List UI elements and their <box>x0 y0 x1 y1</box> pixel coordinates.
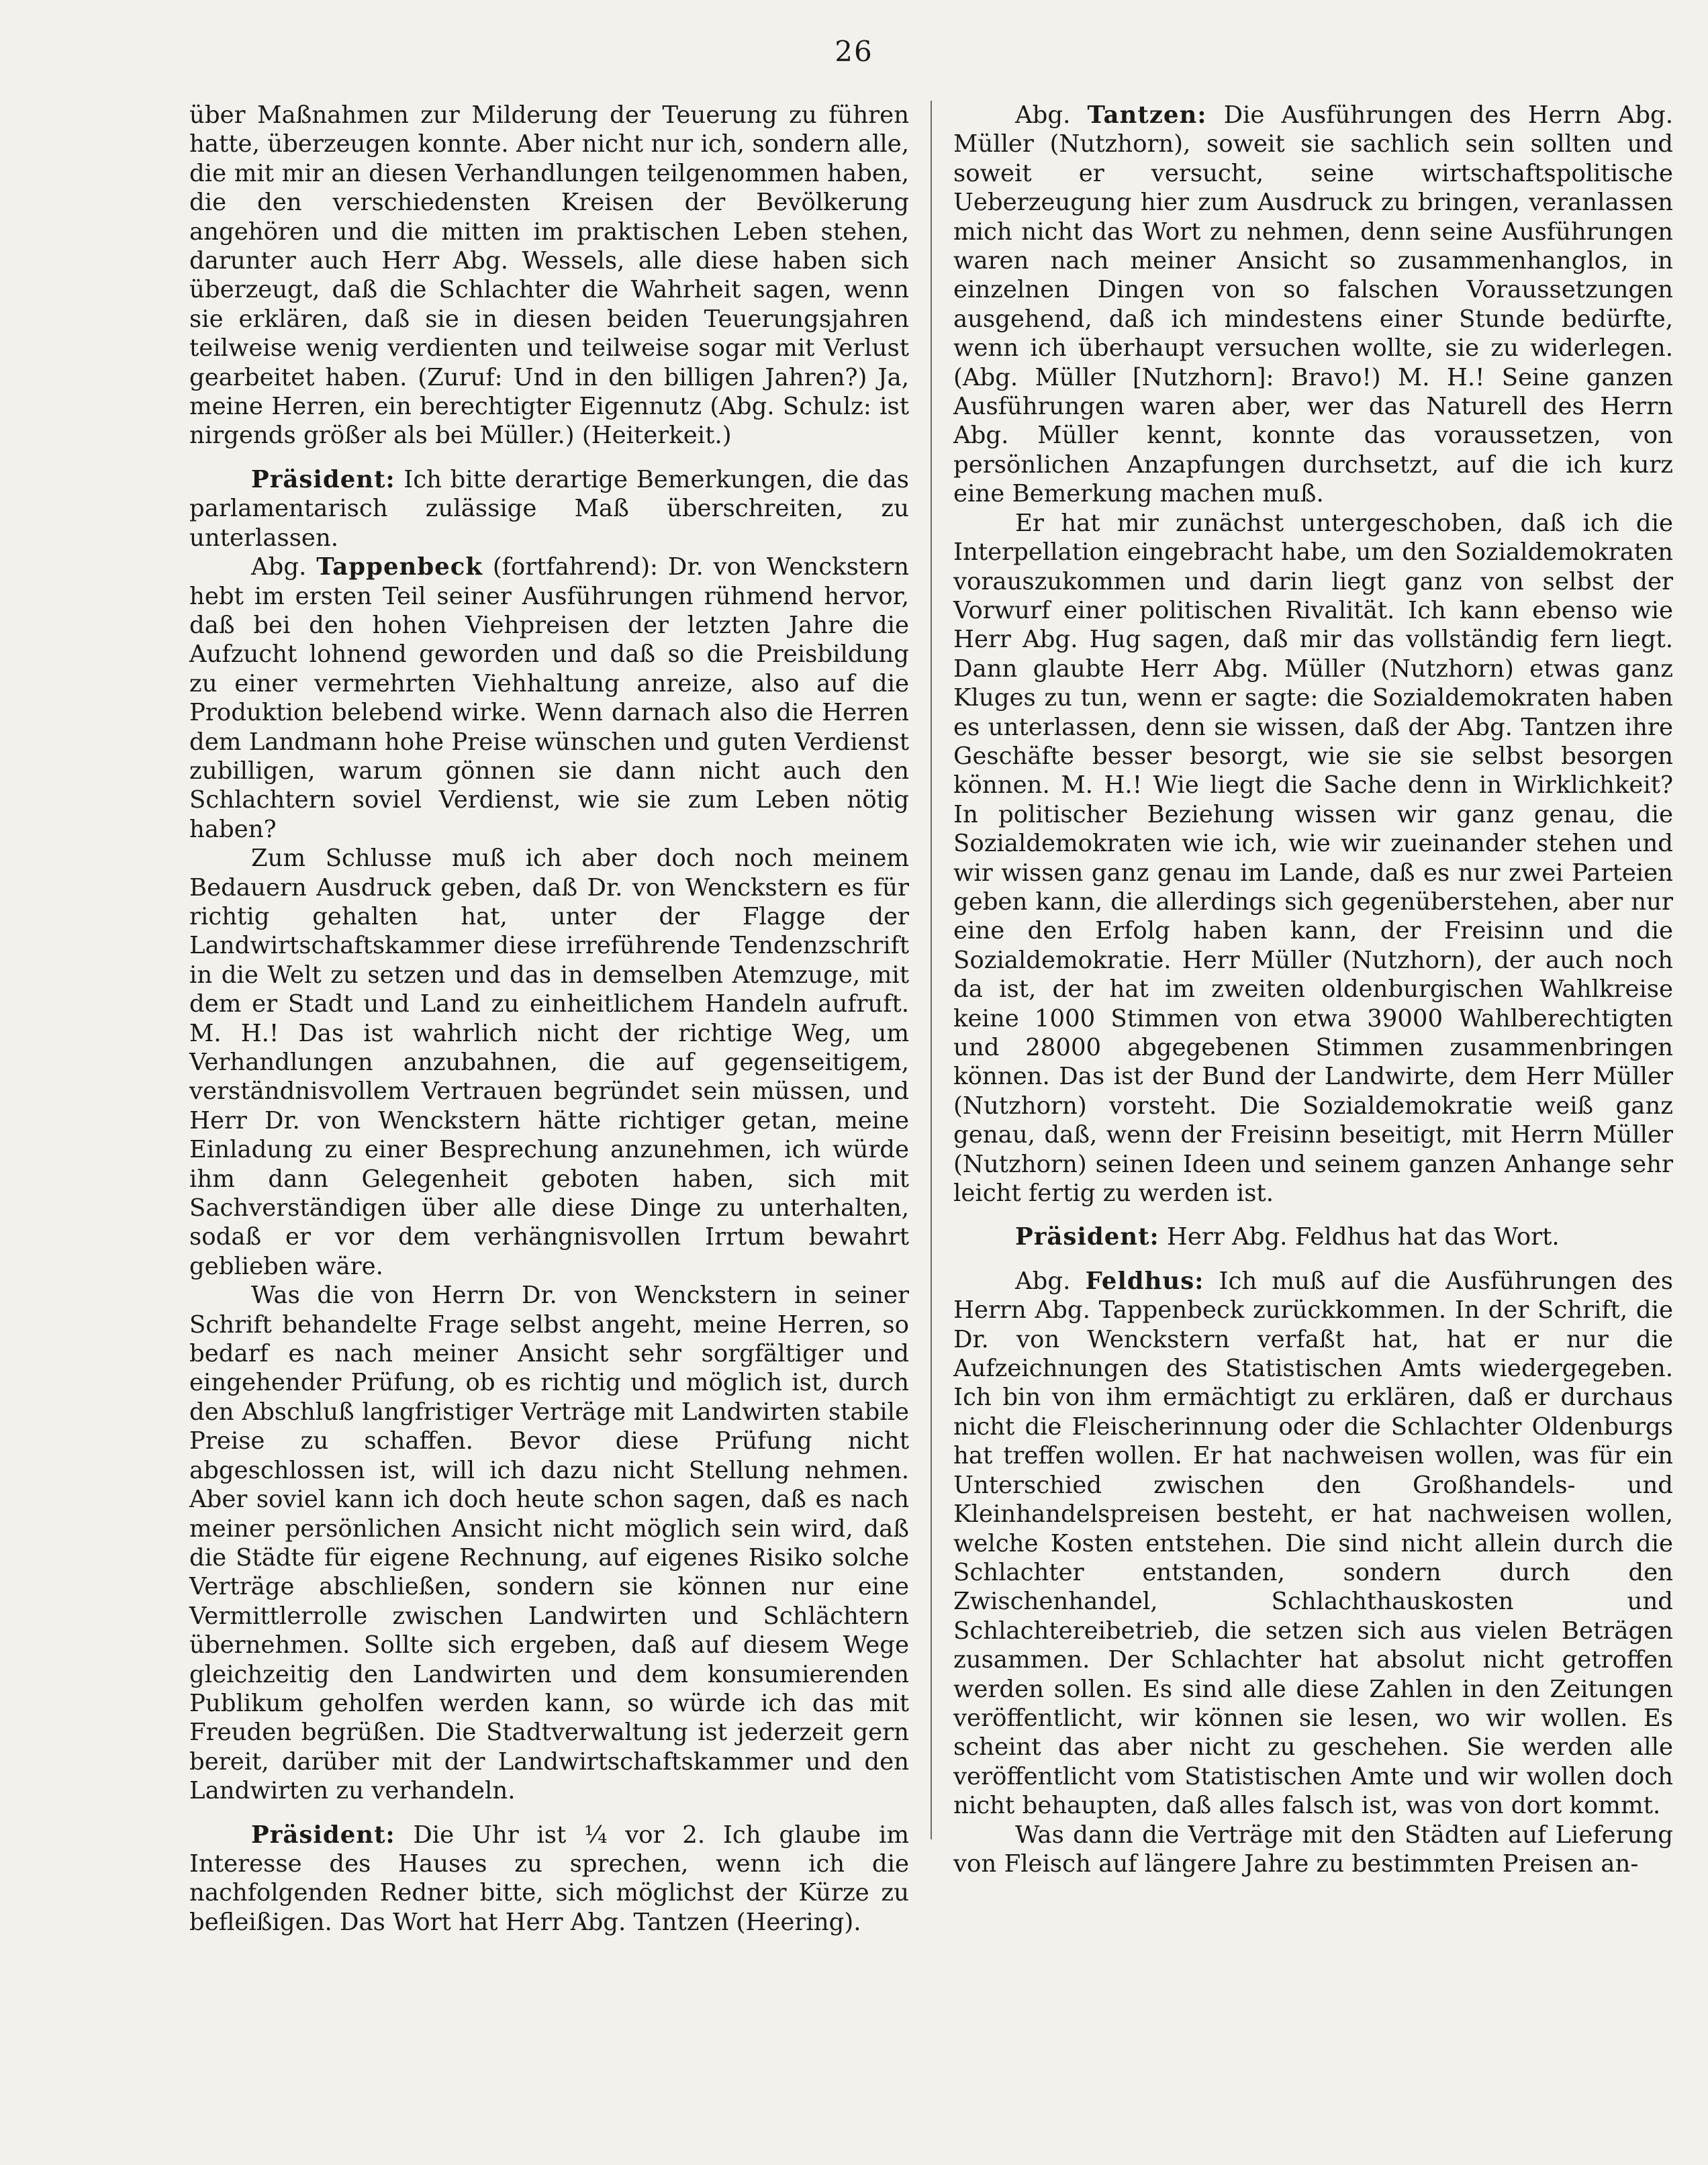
paragraph-body: Was die von Herrn Dr. von Wenckstern in seiner Schrift behandelte Frage selbst angeht, meine Herren, so bedarf es nach meiner Ansicht sehr sorgfältiger und eingehender Prüfung, ob es richtig und möglich ist, durch den Abschluß langfristiger Verträge mit Landwirten stabile Preise zu schaffen. Bevor diese Prüfung nicht abgeschlossen ist, will ich dazu nicht Stellung nehmen. Aber soviel kann ich doch heute schon sagen, daß es nach meiner persönlichen Ansicht nicht möglich sein wird, daß die Städte für eigene Rechnung, auf eigenes Risiko solche Verträge abschließen, sondern sie können nur eine Vermittlerrolle zwischen Landwirten und Schlächtern übernehmen. Sollte sich ergeben, daß auf diesem Wege gleichzeitig den Landwirten und dem konsumierenden Publikum geholfen werden kann, so würde ich das mit Freuden begrüßen. Die Stadtverwaltung ist jederzeit gern bereit, darüber mit der Landwirtschaftskammer und den Landwirten zu verhandeln. <box>189 1282 909 1805</box>
speaker-label: Präsident: <box>1015 1223 1159 1251</box>
speech-text: Ich bitte derartige Bemerkungen, die das parlamentarisch zulässige Maß überschreiten, zu unterlassen. <box>189 465 909 552</box>
speaker-label: Feldhus: <box>1085 1267 1204 1295</box>
paragraph-president <box>189 465 909 552</box>
abg-label: Abg. <box>1015 1267 1071 1295</box>
paragraph-body: Er hat mir zunächst untergeschoben, daß ich die Interpellation eingebracht habe, um den Sozialdemokraten vorauszukommen und darin liegt ganz von selbst der Vorwurf einer politischen Rivalität. Ich kann ebenso wie Herr Abg. Hug sagen, daß mir das vollständig fern liegt. Dann glaubte Herr Abg. Müller (Nutzhorn) etwas ganz Kluges zu tun, wenn er sagte: die Sozialdemokraten haben es unterlassen, denn sie wissen, daß der Abg. Tantzen ihre Geschäfte besser besorgt, wie sie sie selbst besorgen können. M. H.! Wie liegt die Sache denn in Wirklichkeit? In politischer Beziehung wissen wir ganz genau, die Sozialdemokraten wie ich, wie wir zueinander stehen und wir wissen ganz genau im Lande, daß es nur zwei Parteien geben kann, die allerdings sich gegenüberstehen, aber nur eine den Erfolg haben kann, der Freisinn und die Sozialdemokratie. Herr Müller (Nutzhorn), der auch noch da ist, der hat im zweiten oldenburgischen Wahlkreise keine 1000 Stimmen von etwa 39000 Wahlberechtigten und 28000 abgegebenen Stimmen zusammenbringen können. Das ist der Bund der Landwirte, dem Herr Müller (Nutzhorn) vorsteht. Die Sozialdemokratie weiß ganz genau, daß, wenn der Freisinn beseitigt, mit Herrn Müller (Nutzhorn) seinen Ideen und seinem ganzen Anhange sehr leicht fertig zu werden ist. <box>953 509 1673 1208</box>
page-number: 26 <box>835 35 873 68</box>
paragraph-president <box>953 1222 1673 1251</box>
paragraph-body: Zum Schlusse muß ich aber doch noch meinem Bedauern Ausdruck geben, daß Dr. von Wenckstern es für richtig gehalten hat, unter der Flagge der Landwirtschaftskammer diese irreführende Tendenzschrift in die Welt zu setzen und das in demselben Atemzuge, mit dem er Stadt und Land zu einheitlichem Handeln aufruft. M. H.! Das ist wahrlich nicht der richtige Weg, um Verhandlungen anzubahnen, die auf gegenseitigem, verständnisvollem Vertrauen begründet sein müssen, und Herr Dr. von Wenckstern hätte richtiger getan, meine Einladung zu einer Besprechung anzunehmen, ich würde ihm dann Gelegenheit geboten haben, sich mit Sachverständigen über alle diese Dinge zu unterhalten, sodaß er vor dem verhängnisvollen Irrtum bewahrt geblieben wäre. <box>189 845 909 1280</box>
column-divider <box>931 101 932 1839</box>
abg-label: Abg. <box>1015 101 1071 129</box>
speech-text: Herr Abg. Feldhus hat das Wort. <box>1166 1223 1560 1251</box>
paragraph-continuation: über Maßnahmen zur Milderung der Teuerung zu führen hatte, überzeugen konnte. Aber nicht nur ich, sondern alle, die mit mir an diesen Verhandlungen teilgenommen haben, die den verschiedensten Kreisen der Bevölkerung angehören und die mitten im praktischen Leben stehen, darunter auch Herr Abg. Wessels, alle diese haben sich überzeugt, daß die Schlachter die Wahrheit sagen, wenn sie erklären, daß sie in diesen beiden Teuerungsjahren teilweise wenig verdienten und teilweise sogar mit Verlust gearbeitet haben. (Zuruf: Und in den billigen Jahren?) Ja, meine Herren, ein berechtigter Eigennutz (Abg. Schulz: ist nirgends größer als bei Müller.) (Heiterkeit.) <box>189 101 909 450</box>
speech-text: Die Uhr ist ¼ vor 2. Ich glaube im Interesse des Hauses zu sprechen, wenn ich die nachfolgenden Redner bitte, sich möglichst der Kürze zu befleißigen. Das Wort hat Herr Abg. Tantzen (Heering). <box>189 1821 909 1936</box>
right-column <box>953 101 1673 1878</box>
left-column <box>189 101 909 1937</box>
paragraph-tantzen <box>953 101 1673 509</box>
speech-text: (fortfahrend): Dr. von Wenckstern hebt im ersten Teil seiner Ausführungen rühmend hervor, daß bei den hohen Viehpreisen der letzten Jahre die Aufzucht lohnend geworden und daß so die Preisbildung zu einer vermehrten Viehhaltung anreize, also auf die Produktion belebend wirke. Wenn darnach also die Herren dem Landmann hohe Preise wünschen und guten Verdienst zubilligen, warum gönnen sie dann nicht auch den Schlachtern soviel Verdienst, wie sie zum Leben nötig haben? <box>189 553 909 843</box>
paragraph-body: Was dann die Verträge mit den Städten auf Lieferung von Fleisch auf längere Jahre zu bestimmten Preisen an- <box>953 1821 1673 1878</box>
abg-label: Abg. <box>251 553 307 581</box>
paragraph-tappenbeck <box>189 552 909 844</box>
speaker-label: Tappenbeck <box>316 553 483 581</box>
speaker-label: Tantzen: <box>1087 101 1207 129</box>
speech-text: Ich muß auf die Ausführungen des Herrn Abg. Tappenbeck zurückkommen. In der Schrift, die Dr. von Wenckstern verfaßt hat, hat er nur die Aufzeichnungen des Statistischen Amts wiedergegeben. Ich bin von ihm ermächtigt zu erklären, daß er durchaus nicht die Fleischerinnung oder die Schlachter Oldenburgs hat treffen wollen. Er hat nachweisen wollen, was für ein Unterschied zwischen den Großhandels- und Kleinhandelspreisen besteht, er hat nachweisen wollen, welche Kosten entstehen. Die sind nicht allein durch die Schlachter entstanden, sondern durch den Zwischenhandel, Schlachthauskosten und Schlachtereibetrieb, die setzen sich aus vielen Beträgen zusammen. Der Schlachter hat absolut nicht getroffen werden sollen. Es sind alle diese Zahlen in den Zeitungen veröffentlicht, wir können sie lesen, wo wir wollen. Es scheint das aber nicht zu geschehen. Sie werden alle veröffentlicht vom Statistischen Amte und wir wollen doch nicht behaupten, daß alles falsch ist, was von dort kommt. <box>953 1267 1673 1820</box>
speech-text: Die Ausführungen des Herrn Abg. Müller (Nutzhorn), soweit sie sachlich sein sollten und soweit er versucht, seine wirtschaftspolitische Ueberzeugung hier zum Ausdruck zu bringen, veranlassen mich nicht das Wort zu nehmen, denn seine Ausführungen waren nach meiner Ansicht so zusammenhanglos, in einzelnen Dingen von so falschen Voraussetzungen ausgehend, daß ich mindestens einer Stunde bedürfte, wenn ich überhaupt versuchen wollte, sie zu widerlegen. (Abg. Müller [Nutzhorn]: Bravo!) M. H.! Seine ganzen Ausführungen waren aber, wer das Naturell des Herrn Abg. Müller kennt, konnte das voraussetzen, von persönlichen Anzapfungen durchsetzt, auf die ich kurz eine Bemerkung machen muß. <box>953 101 1673 508</box>
paragraph-president <box>189 1821 909 1937</box>
speaker-label: Präsident: <box>251 1821 395 1849</box>
speaker-label: Präsident: <box>251 465 395 493</box>
paragraph-feldhus <box>953 1267 1673 1821</box>
